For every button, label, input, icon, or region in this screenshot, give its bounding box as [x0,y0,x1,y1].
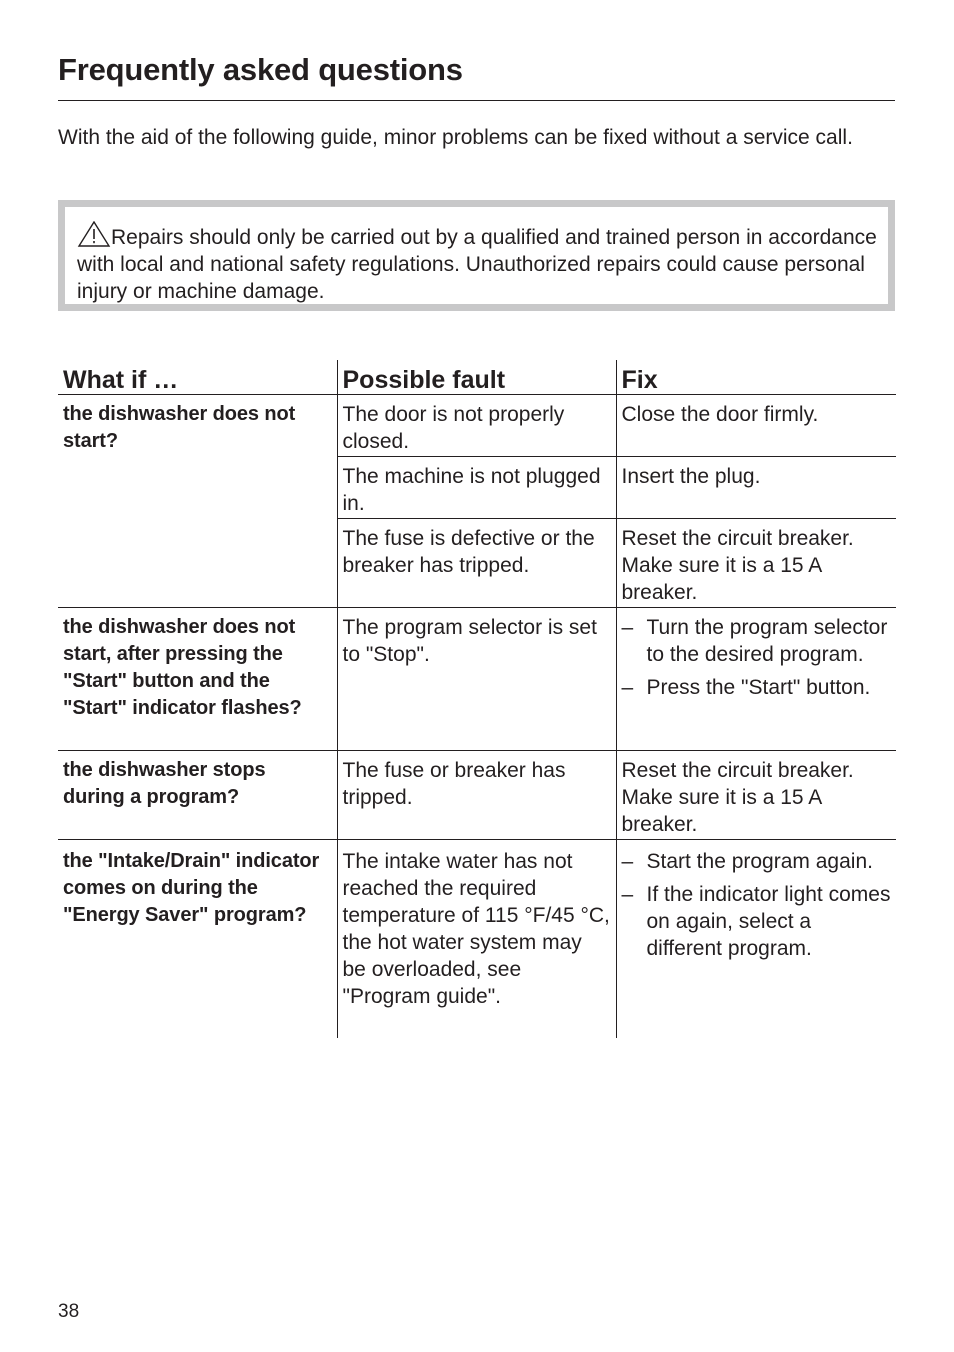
fix-list [622,614,892,701]
question-cell: the dishwasher stops during a program? [58,751,337,840]
list-item: – Press the "Start" button. [622,674,892,701]
question-cell: the dishwasher does not start? [58,395,337,608]
page-number: 38 [58,1301,80,1322]
fix-cell [616,608,896,751]
header-what-if: What if … [58,360,337,395]
warning-triangle-icon [77,221,111,247]
table-row [58,751,896,840]
list-item: – Start the program again. [622,848,892,875]
fix-cell: Close the door firmly. [616,395,896,457]
fault-cell: The fuse or breaker has tripped. [337,751,616,840]
table-row [58,608,896,751]
fix-list [622,848,892,962]
page-title: Frequently asked questions [58,52,463,87]
fault-cell: The program selector is set to "Stop". [337,608,616,751]
fix-cell: Reset the circuit breaker. Make sure it is a 15 A breaker. [616,519,896,608]
header-fix: Fix [616,360,896,395]
warning-text: Repairs should only be carried out by a qualified and trained person in accordance with local and national safety regulations. Unauthorized repairs could cause personal injury or machine damage. [77,226,877,303]
list-item: – If the indicator light comes on again, select a different program. [622,881,892,962]
fault-cell: The door is not properly closed. [337,395,616,457]
table-header-row [58,360,896,395]
question-cell: the dishwasher does not start, after pressing the "Start" button and the "Start" indicator flashes? [58,608,337,751]
table-row [58,395,896,457]
fix-cell: Reset the circuit breaker. Make sure it is a 15 A breaker. [616,751,896,840]
list-item: – Turn the program selector to the desired program. [622,614,892,668]
header-possible-fault: Possible fault [337,360,616,395]
question-cell: the "Intake/Drain" indicator comes on during the "Energy Saver" program? [63,850,320,926]
warning-box [58,200,895,311]
fault-cell: The fuse is defective or the breaker has tripped. [337,519,616,608]
warning-paragraph [77,221,877,305]
fault-cell: The intake water has not reached the required temperature of 115 °F/45 °C, the hot water system may be overloaded, see "Program guide". [337,840,616,1039]
intro-paragraph: With the aid of the following guide, minor problems can be fixed without a service call. [58,126,853,149]
title-divider [58,100,895,101]
fix-cell: Insert the plug. [616,457,896,519]
table-row [58,840,896,1039]
faq-table [58,360,896,1038]
fix-cell [616,840,896,1039]
fault-cell: The machine is not plugged in. [337,457,616,519]
